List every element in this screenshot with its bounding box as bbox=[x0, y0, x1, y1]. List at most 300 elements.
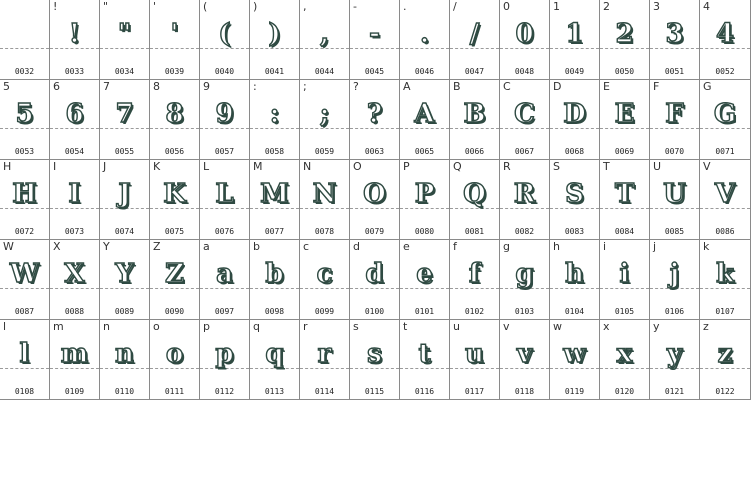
glyph-cell bbox=[300, 160, 350, 240]
glyph-cell bbox=[250, 320, 300, 400]
glyph-sample: K bbox=[163, 179, 186, 209]
glyph-code: 0084 bbox=[614, 227, 635, 236]
glyph-code: 0122 bbox=[715, 387, 735, 396]
glyph-cell-label: 4 bbox=[703, 0, 710, 13]
glyph-sample: ( bbox=[218, 19, 231, 49]
glyph-code: 0047 bbox=[464, 67, 485, 76]
glyph-code: 0056 bbox=[164, 147, 185, 156]
glyph-cell-label: X bbox=[53, 240, 61, 253]
glyph-sample: t bbox=[418, 339, 431, 369]
glyph-sample: o bbox=[165, 339, 184, 369]
glyph-sample: f bbox=[468, 259, 481, 289]
glyph-cell bbox=[100, 240, 150, 320]
glyph-cell-label: b bbox=[253, 240, 260, 253]
glyph-cell-label: K bbox=[153, 160, 161, 173]
glyph-cell-label: n bbox=[103, 320, 110, 333]
glyph-cell-label: 5 bbox=[3, 80, 10, 93]
glyph-cell-label: h bbox=[553, 240, 560, 253]
glyph-cell bbox=[350, 0, 400, 80]
glyph-cell bbox=[500, 80, 550, 160]
glyph-code: 0040 bbox=[214, 67, 235, 76]
glyph-sample: H bbox=[12, 179, 37, 209]
glyph-cell bbox=[600, 240, 650, 320]
glyph-sample: P bbox=[414, 179, 435, 209]
glyph-sample: y bbox=[666, 339, 683, 369]
glyph-cell-label: , bbox=[303, 0, 307, 13]
glyph-cell-label: J bbox=[103, 160, 107, 173]
glyph-cell bbox=[400, 160, 450, 240]
glyph-cell bbox=[400, 320, 450, 400]
glyph-cell-label: p bbox=[203, 320, 210, 333]
glyph-sample: 6 bbox=[65, 99, 84, 129]
glyph-cell-label: M bbox=[253, 160, 263, 173]
glyph-sample: V bbox=[714, 179, 736, 209]
glyph-sample: p bbox=[215, 339, 234, 369]
glyph-sample: " bbox=[117, 19, 132, 49]
glyph-cell bbox=[500, 160, 550, 240]
glyph-code: 0067 bbox=[514, 147, 535, 156]
glyph-sample: . bbox=[419, 19, 430, 49]
glyph-code: 0086 bbox=[715, 227, 735, 236]
glyph-cell bbox=[0, 0, 50, 80]
glyph-code: 0104 bbox=[564, 307, 585, 316]
glyph-sample: X bbox=[64, 259, 85, 289]
glyph-code: 0109 bbox=[64, 387, 85, 396]
glyph-cell-label: k bbox=[703, 240, 710, 253]
glyph-cell-label: l bbox=[3, 320, 7, 333]
glyph-code: 0075 bbox=[164, 227, 185, 236]
glyph-sample: c bbox=[316, 259, 333, 289]
glyph-sample: M bbox=[260, 179, 289, 209]
glyph-sample: L bbox=[215, 179, 234, 209]
glyph-cell bbox=[250, 80, 300, 160]
glyph-cell-label: c bbox=[303, 240, 310, 253]
glyph-sample: ? bbox=[366, 99, 383, 129]
glyph-cell-label: y bbox=[653, 320, 660, 333]
glyph-code: 0065 bbox=[414, 147, 435, 156]
glyph-sample: Y bbox=[115, 259, 134, 289]
glyph-code: 0074 bbox=[114, 227, 135, 236]
glyph-cell bbox=[350, 160, 400, 240]
glyph-cell-label: N bbox=[303, 160, 312, 173]
glyph-cell-label: V bbox=[703, 160, 711, 173]
glyph-code: 0100 bbox=[364, 307, 385, 316]
glyph-code: 0089 bbox=[114, 307, 135, 316]
glyph-sample: 0 bbox=[515, 19, 534, 49]
glyph-cell-label: Z bbox=[153, 240, 161, 253]
glyph-cell-label: D bbox=[553, 80, 562, 93]
glyph-sample: R bbox=[513, 179, 536, 209]
glyph-cell-label: 0 bbox=[503, 0, 510, 13]
glyph-cell-label: - bbox=[353, 0, 357, 13]
glyph-cell-label: 6 bbox=[53, 80, 60, 93]
glyph-cell bbox=[300, 240, 350, 320]
glyph-sample: ! bbox=[68, 19, 81, 49]
glyph-sample: 5 bbox=[15, 99, 34, 129]
glyph-sample: D bbox=[563, 99, 586, 129]
glyph-sample: j bbox=[669, 259, 680, 289]
glyph-cell bbox=[700, 240, 751, 320]
glyph-code: 0069 bbox=[614, 147, 635, 156]
glyph-sample: 9 bbox=[215, 99, 234, 129]
glyph-cell-label: W bbox=[3, 240, 14, 253]
glyph-cell bbox=[50, 160, 100, 240]
glyph-cell bbox=[0, 160, 50, 240]
glyph-cell bbox=[500, 240, 550, 320]
glyph-cell-label: O bbox=[353, 160, 362, 173]
glyph-code: 0077 bbox=[264, 227, 285, 236]
glyph-code: 0032 bbox=[14, 67, 35, 76]
glyph-cell-label: : bbox=[253, 80, 257, 93]
glyph-cell bbox=[550, 240, 600, 320]
glyph-sample: 7 bbox=[115, 99, 134, 129]
glyph-code: 0053 bbox=[14, 147, 35, 156]
glyph-cell bbox=[550, 0, 600, 80]
glyph-code: 0102 bbox=[464, 307, 485, 316]
glyph-code: 0103 bbox=[514, 307, 535, 316]
glyph-cell bbox=[100, 320, 150, 400]
glyph-sample: 8 bbox=[165, 99, 184, 129]
glyph-sample: 3 bbox=[665, 19, 684, 49]
glyph-cell-label: r bbox=[303, 320, 308, 333]
glyph-sample: J bbox=[118, 179, 131, 209]
glyph-cell bbox=[500, 0, 550, 80]
glyph-cell-label: H bbox=[3, 160, 12, 173]
glyph-sample: A bbox=[414, 99, 435, 129]
glyph-sample: v bbox=[516, 339, 533, 369]
glyph-sample: Z bbox=[165, 259, 184, 289]
glyph-code: 0120 bbox=[614, 387, 635, 396]
glyph-cell-label: P bbox=[403, 160, 410, 173]
glyph-code: 0080 bbox=[414, 227, 435, 236]
glyph-cell-label: g bbox=[503, 240, 510, 253]
glyph-cell bbox=[650, 240, 700, 320]
glyph-sample: d bbox=[365, 259, 384, 289]
glyph-code: 0099 bbox=[314, 307, 335, 316]
glyph-cell-label: s bbox=[353, 320, 359, 333]
glyph-cell bbox=[250, 160, 300, 240]
glyph-cell-label: t bbox=[403, 320, 408, 333]
glyph-code: 0048 bbox=[514, 67, 535, 76]
glyph-cell bbox=[550, 160, 600, 240]
glyph-cell bbox=[0, 80, 50, 160]
glyph-code: 0113 bbox=[264, 387, 285, 396]
glyph-cell bbox=[350, 240, 400, 320]
glyph-cell bbox=[0, 320, 50, 400]
glyph-sample: B bbox=[463, 99, 486, 129]
glyph-code: 0106 bbox=[664, 307, 685, 316]
glyph-cell bbox=[600, 160, 650, 240]
glyph-cell bbox=[250, 0, 300, 80]
glyph-sample: i bbox=[619, 259, 630, 289]
glyph-sample: k bbox=[715, 259, 734, 289]
glyph-cell bbox=[450, 0, 500, 80]
glyph-cell-label: F bbox=[653, 80, 660, 93]
glyph-code: 0073 bbox=[64, 227, 85, 236]
glyph-cell-label: z bbox=[703, 320, 709, 333]
glyph-code: 0059 bbox=[314, 147, 335, 156]
glyph-cell bbox=[150, 160, 200, 240]
glyph-sample: E bbox=[614, 99, 635, 129]
glyph-cell bbox=[650, 0, 700, 80]
glyph-cell-label: 8 bbox=[153, 80, 160, 93]
glyph-code: 0045 bbox=[364, 67, 385, 76]
glyph-cell bbox=[450, 80, 500, 160]
glyph-cell bbox=[400, 80, 450, 160]
glyph-cell-label: A bbox=[403, 80, 411, 93]
glyph-cell bbox=[200, 0, 250, 80]
glyph-code: 0108 bbox=[14, 387, 35, 396]
glyph-code: 0101 bbox=[414, 307, 435, 316]
glyph-sample: x bbox=[616, 339, 633, 369]
glyph-cell-label: i bbox=[603, 240, 607, 253]
glyph-code: 0050 bbox=[614, 67, 635, 76]
glyph-sample: I bbox=[68, 179, 81, 209]
glyph-cell bbox=[150, 80, 200, 160]
glyph-code: 0083 bbox=[564, 227, 585, 236]
glyph-sample: , bbox=[319, 19, 330, 49]
glyph-code: 0034 bbox=[114, 67, 135, 76]
glyph-code: 0116 bbox=[414, 387, 435, 396]
glyph-cell bbox=[350, 80, 400, 160]
glyph-cell bbox=[250, 240, 300, 320]
glyph-cell-label: q bbox=[253, 320, 260, 333]
glyph-cell bbox=[100, 160, 150, 240]
glyph-code: 0097 bbox=[214, 307, 235, 316]
glyph-code: 0076 bbox=[214, 227, 235, 236]
glyph-cell bbox=[650, 320, 700, 400]
glyph-code: 0033 bbox=[64, 67, 85, 76]
glyph-cell-label: G bbox=[703, 80, 712, 93]
glyph-cell-label: / bbox=[453, 0, 457, 13]
glyph-sample: n bbox=[115, 339, 134, 369]
glyph-sample: g bbox=[515, 259, 534, 289]
glyph-cell bbox=[200, 320, 250, 400]
glyph-sample: O bbox=[363, 179, 386, 209]
glyph-cell bbox=[50, 80, 100, 160]
glyph-cell-label: " bbox=[103, 0, 109, 13]
glyph-code: 0118 bbox=[514, 387, 535, 396]
glyph-cell-label: ? bbox=[353, 80, 359, 93]
glyph-cell bbox=[200, 160, 250, 240]
glyph-sample: - bbox=[369, 19, 380, 49]
glyph-sample: a bbox=[216, 259, 233, 289]
glyph-cell bbox=[550, 320, 600, 400]
glyph-code: 0044 bbox=[314, 67, 335, 76]
glyph-cell-label: d bbox=[353, 240, 360, 253]
glyph-code: 0055 bbox=[114, 147, 135, 156]
glyph-code: 0082 bbox=[514, 227, 535, 236]
glyph-cell bbox=[600, 320, 650, 400]
glyph-code: 0085 bbox=[664, 227, 685, 236]
glyph-sample: s bbox=[367, 339, 382, 369]
glyph-code: 0051 bbox=[664, 67, 685, 76]
glyph-cell-label: o bbox=[153, 320, 160, 333]
glyph-code: 0115 bbox=[364, 387, 385, 396]
glyph-cell-label: L bbox=[203, 160, 210, 173]
glyph-sample: N bbox=[312, 179, 337, 209]
glyph-sample: e bbox=[416, 259, 433, 289]
glyph-sample: ) bbox=[268, 19, 281, 49]
glyph-code: 0057 bbox=[214, 147, 235, 156]
glyph-sample: u bbox=[465, 339, 484, 369]
glyph-sample: G bbox=[713, 99, 737, 129]
glyph-cell bbox=[100, 80, 150, 160]
glyph-cell bbox=[450, 160, 500, 240]
glyph-sample: Q bbox=[463, 179, 486, 209]
glyph-sample: l bbox=[19, 339, 30, 369]
glyph-code: 0107 bbox=[715, 307, 735, 316]
glyph-sample: q bbox=[265, 339, 284, 369]
glyph-sample: / bbox=[469, 19, 480, 49]
glyph-sample: b bbox=[265, 259, 284, 289]
glyph-cell bbox=[50, 240, 100, 320]
glyph-cell-label: E bbox=[603, 80, 610, 93]
glyph-code: 0098 bbox=[264, 307, 285, 316]
glyph-cell bbox=[450, 320, 500, 400]
glyph-cell bbox=[450, 240, 500, 320]
glyph-code: 0114 bbox=[314, 387, 335, 396]
glyph-cell bbox=[300, 320, 350, 400]
glyph-cell bbox=[150, 240, 200, 320]
glyph-sample: w bbox=[563, 339, 586, 369]
glyph-code: 0070 bbox=[664, 147, 685, 156]
glyph-cell-label: T bbox=[603, 160, 610, 173]
glyph-sample: T bbox=[614, 179, 635, 209]
glyph-cell-label bbox=[3, 1, 7, 13]
glyph-cell-label: . bbox=[403, 0, 407, 13]
glyph-cell-label: 2 bbox=[603, 0, 610, 13]
glyph-cell-label: B bbox=[453, 80, 461, 93]
glyph-cell-label: ) bbox=[253, 0, 258, 13]
glyph-cell bbox=[150, 320, 200, 400]
glyph-code: 0058 bbox=[264, 147, 285, 156]
glyph-code: 0090 bbox=[164, 307, 185, 316]
glyph-code: 0112 bbox=[214, 387, 235, 396]
glyph-sample: m bbox=[60, 339, 89, 369]
glyph-code: 0110 bbox=[114, 387, 135, 396]
glyph-sample: S bbox=[565, 179, 584, 209]
glyph-cell-label: ( bbox=[203, 0, 208, 13]
glyph-cell bbox=[350, 320, 400, 400]
glyph-sample: ' bbox=[170, 19, 179, 49]
glyph-code: 0039 bbox=[164, 67, 185, 76]
glyph-code: 0054 bbox=[64, 147, 85, 156]
glyph-code: 0088 bbox=[64, 307, 85, 316]
glyph-cell-label: 9 bbox=[203, 80, 210, 93]
glyph-cell-label: v bbox=[503, 320, 510, 333]
glyph-code: 0121 bbox=[664, 387, 685, 396]
glyph-code: 0063 bbox=[364, 147, 385, 156]
glyph-cell-label: Q bbox=[453, 160, 462, 173]
glyph-sample: U bbox=[663, 179, 686, 209]
glyph-code: 0066 bbox=[464, 147, 485, 156]
glyph-cell-label: ! bbox=[53, 0, 58, 13]
glyph-code: 0087 bbox=[14, 307, 35, 316]
glyph-cell bbox=[650, 160, 700, 240]
glyph-cell-label: ' bbox=[153, 0, 157, 13]
glyph-sample: F bbox=[665, 99, 684, 129]
glyph-code: 0105 bbox=[614, 307, 635, 316]
glyph-cell bbox=[200, 240, 250, 320]
glyph-cell-label: e bbox=[403, 240, 410, 253]
glyph-cell bbox=[400, 0, 450, 80]
glyph-cell bbox=[150, 0, 200, 80]
glyph-cell bbox=[0, 240, 50, 320]
glyph-cell bbox=[500, 320, 550, 400]
glyph-code: 0052 bbox=[715, 67, 735, 76]
glyph-cell-label: 1 bbox=[553, 0, 560, 13]
glyph-cell-label: ; bbox=[303, 80, 307, 93]
glyph-cell bbox=[700, 160, 751, 240]
glyph-sample bbox=[0, 14, 49, 54]
glyph-cell-label: I bbox=[53, 160, 57, 173]
glyph-cell-label: C bbox=[503, 80, 511, 93]
glyph-cell bbox=[200, 80, 250, 160]
glyph-sample: ; bbox=[319, 99, 330, 129]
glyph-cell-label: 7 bbox=[103, 80, 110, 93]
glyph-sample: r bbox=[317, 339, 332, 369]
glyph-code: 0111 bbox=[164, 387, 185, 396]
glyph-cell bbox=[600, 0, 650, 80]
glyph-cell bbox=[600, 80, 650, 160]
glyph-cell bbox=[700, 80, 751, 160]
glyph-cell-label: f bbox=[453, 240, 457, 253]
glyph-cell bbox=[50, 0, 100, 80]
glyph-sample: W bbox=[9, 259, 40, 289]
glyph-code: 0049 bbox=[564, 67, 585, 76]
glyph-code: 0046 bbox=[414, 67, 435, 76]
glyph-cell bbox=[300, 80, 350, 160]
glyph-code: 0117 bbox=[464, 387, 485, 396]
glyph-code: 0072 bbox=[14, 227, 35, 236]
glyph-cell bbox=[550, 80, 600, 160]
glyph-cell bbox=[650, 80, 700, 160]
glyph-cell-label: U bbox=[653, 160, 662, 173]
glyph-cell-label: a bbox=[203, 240, 210, 253]
glyph-sample: 2 bbox=[615, 19, 634, 49]
glyph-code: 0068 bbox=[564, 147, 585, 156]
glyph-cell bbox=[50, 320, 100, 400]
glyph-cell bbox=[700, 0, 751, 80]
glyph-code: 0119 bbox=[564, 387, 585, 396]
glyph-cell-label: Y bbox=[103, 240, 110, 253]
glyph-cell-label: m bbox=[53, 320, 64, 333]
glyph-cell-label: x bbox=[603, 320, 610, 333]
glyph-cell bbox=[300, 0, 350, 80]
glyph-code: 0079 bbox=[364, 227, 385, 236]
glyph-code: 0071 bbox=[715, 147, 735, 156]
glyph-cell bbox=[400, 240, 450, 320]
glyph-cell bbox=[100, 0, 150, 80]
glyph-code: 0041 bbox=[264, 67, 285, 76]
glyph-code: 0081 bbox=[464, 227, 485, 236]
glyph-cell-label: j bbox=[653, 240, 657, 253]
glyph-cell-label: 3 bbox=[653, 0, 660, 13]
glyph-cell-label: w bbox=[553, 320, 562, 333]
glyph-sample: 1 bbox=[565, 19, 584, 49]
glyph-sample: z bbox=[717, 339, 733, 369]
glyph-sample: C bbox=[514, 99, 535, 129]
glyph-sample: : bbox=[269, 99, 280, 129]
glyph-cell-label: S bbox=[553, 160, 560, 173]
glyph-sample: h bbox=[565, 259, 584, 289]
glyph-cell-label: u bbox=[453, 320, 460, 333]
glyph-code: 0078 bbox=[314, 227, 335, 236]
glyph-cell-label: R bbox=[503, 160, 511, 173]
glyph-cell bbox=[700, 320, 751, 400]
glyph-sample: 4 bbox=[715, 19, 735, 49]
